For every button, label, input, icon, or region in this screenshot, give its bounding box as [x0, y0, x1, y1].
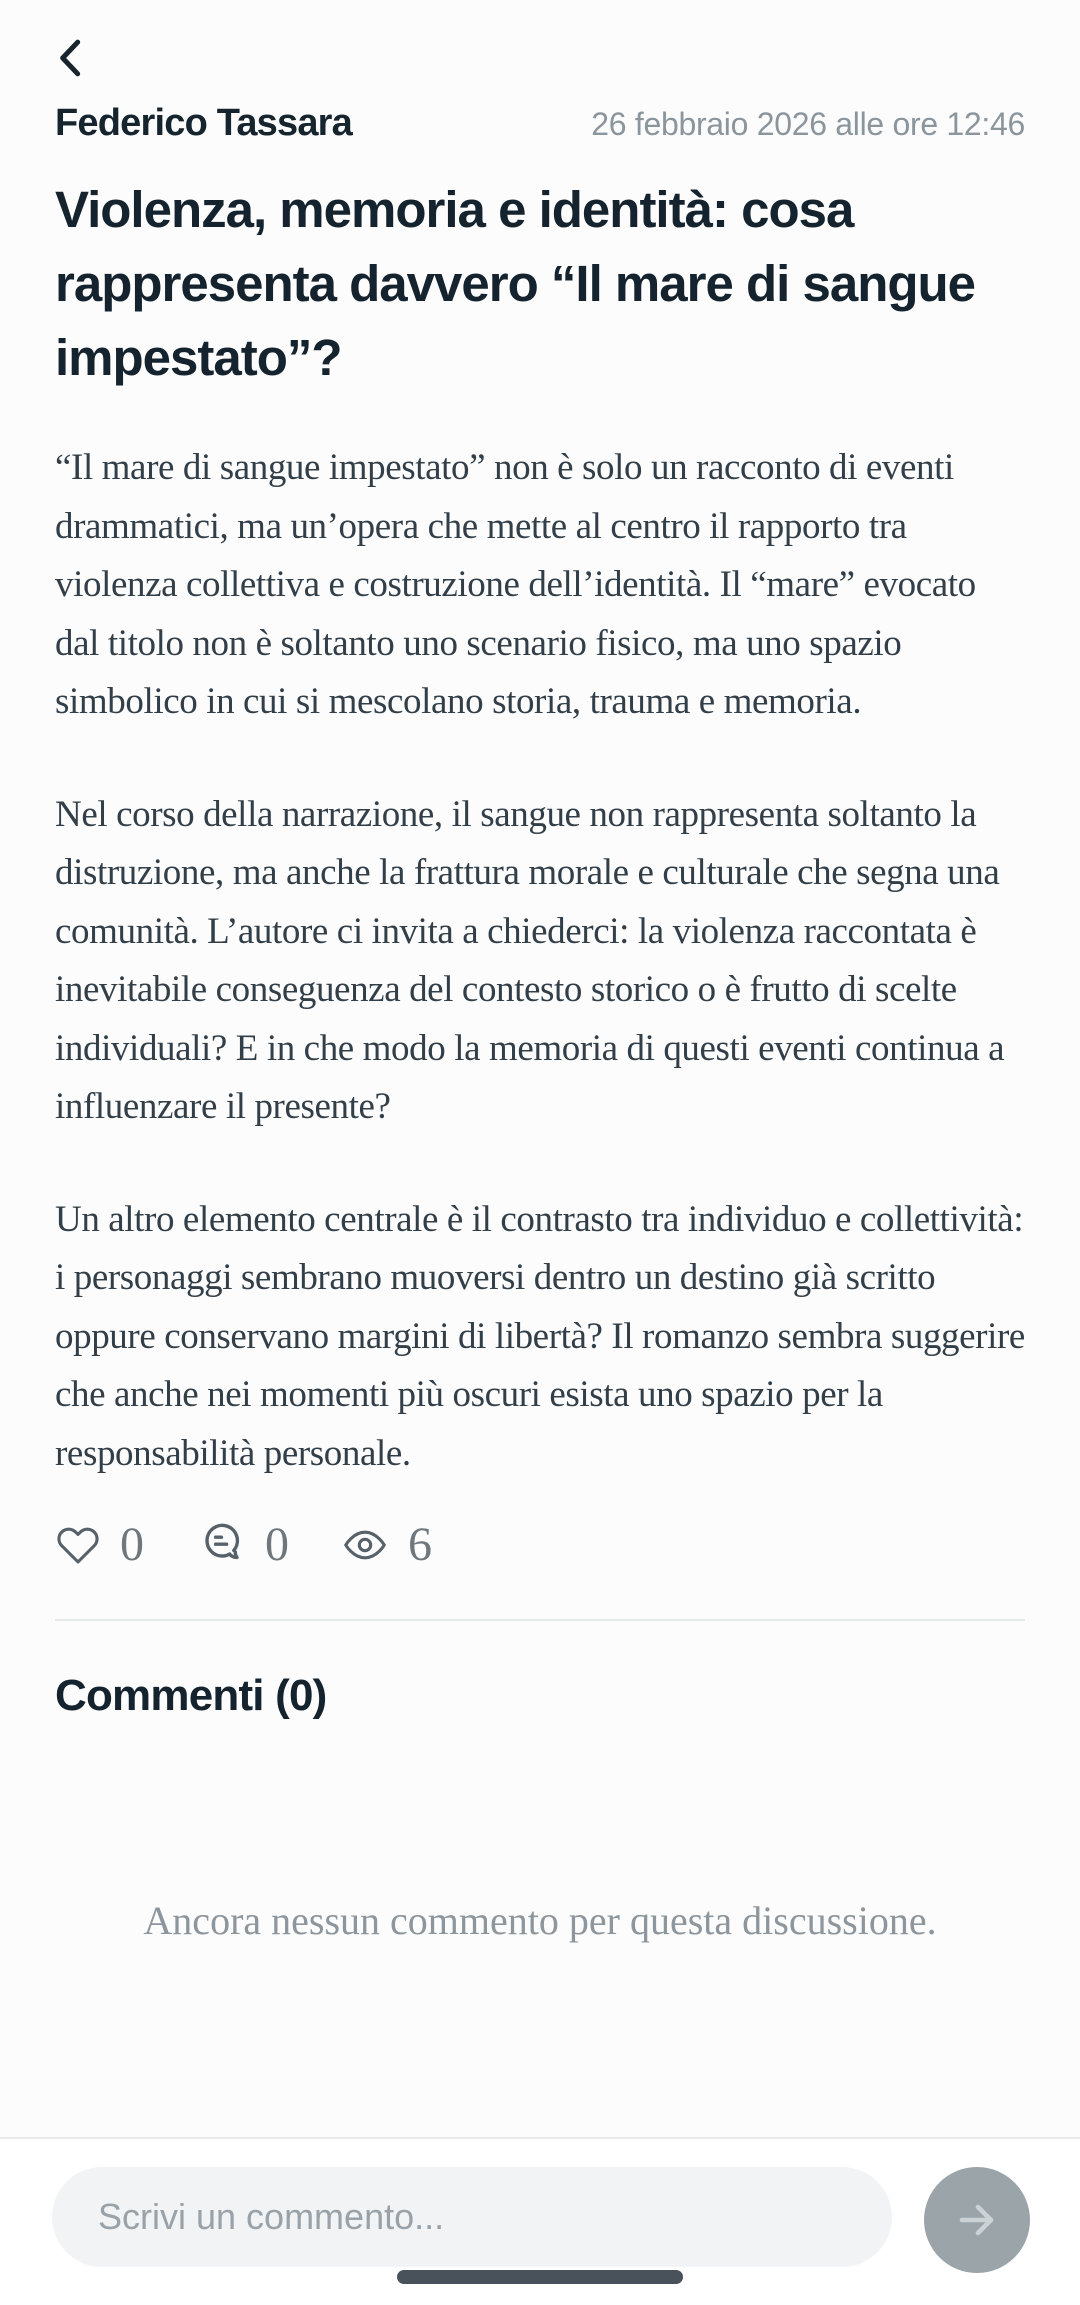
post-paragraph: “Il mare di sangue impestato” non è solo un racconto di eventi drammatici, ma un’opera che mette al centro il rapporto tra violenza collettiva e costruzione dell’identità. Il “mare” evocato dal titolo non è soltanto uno scenario fisico, ma uno spazio simbolico in cui si mescolano storia, trauma e memoria.: [55, 447, 976, 722]
comments-stat-button[interactable]: [196, 1518, 289, 1571]
eye-icon: [341, 1523, 389, 1567]
like-count: 0: [120, 1518, 144, 1571]
post-meta-row: [55, 102, 1025, 145]
views-stat: [341, 1518, 432, 1571]
comment-count: 0: [265, 1518, 289, 1571]
home-indicator[interactable]: [397, 2270, 683, 2284]
comment-composer-bar: [0, 2137, 1080, 2305]
views-count: 6: [408, 1518, 432, 1571]
arrow-right-icon: [953, 2196, 1001, 2244]
comments-heading: Commenti (0): [55, 1671, 327, 1720]
back-button[interactable]: [51, 30, 115, 86]
post-paragraph: Un altro elemento centrale è il contrasto tra individuo e collettività: i personaggi sembrano muoversi dentro un destino già scritto oppure conservano margini di libertà? Il romanzo sembra suggerire che anche nei momenti più oscuri esista uno spazio per la responsabilità personale.: [55, 1198, 1025, 1474]
heart-icon: [55, 1523, 101, 1567]
comment-input[interactable]: [52, 2167, 892, 2267]
post-timestamp: 26 febbraio 2026 alle ore 12:46: [591, 106, 1025, 142]
post-stats-row: [55, 1518, 1025, 1571]
author-name: Federico Tassara: [55, 102, 352, 144]
section-divider: [55, 1619, 1025, 1621]
post-title: Violenza, memoria e identità: cosa rappresenta davvero “Il mare di sangue impestato”?: [55, 181, 976, 386]
post-body: [55, 439, 1025, 1483]
post-paragraph: Nel corso della narrazione, il sangue non rappresenta soltanto la distruzione, ma anche la frattura morale e culturale che segna una comunità. L’autore ci invita a chiederci: la violenza raccontata è inevitabile conseguenza del contesto storico o è frutto di scelte individuali? E in che modo la memoria di questi eventi continua a influenzare il presente?: [55, 793, 1005, 1127]
send-comment-button[interactable]: [924, 2167, 1030, 2273]
comments-empty-message: Ancora nessun commento per questa discussione.: [143, 1898, 937, 1943]
chevron-left-icon: [51, 35, 91, 81]
like-button[interactable]: [55, 1518, 144, 1571]
comment-bubble-icon: [196, 1521, 246, 1569]
